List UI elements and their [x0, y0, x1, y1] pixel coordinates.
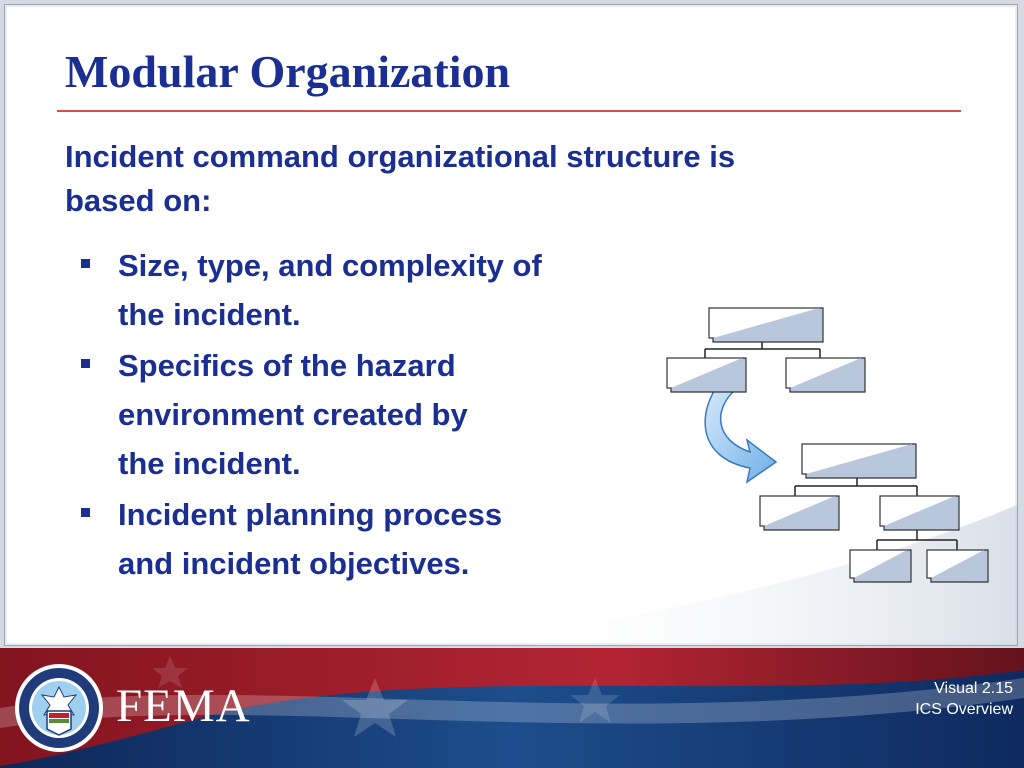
- curved-arrow-icon: [705, 378, 776, 482]
- bullet-list: [81, 241, 681, 590]
- bullet-line: the incident.: [118, 446, 301, 481]
- dhs-seal-icon: [14, 663, 104, 753]
- slide-title: Modular Organization: [65, 46, 511, 97]
- square-bullet-icon: [81, 359, 90, 368]
- bullet-line: and incident objectives.: [118, 546, 470, 581]
- org-chart-expansion-diagram: [655, 300, 995, 590]
- bullet-line: Specifics of the hazard: [118, 348, 456, 383]
- bullet-line: the incident.: [118, 297, 301, 332]
- square-bullet-icon: [81, 508, 90, 517]
- bullet-item: [81, 341, 681, 488]
- visual-number: Visual 2.15: [934, 680, 1013, 697]
- bullet-item: [81, 241, 681, 339]
- visual-identifier: [915, 678, 1013, 720]
- bullet-line: Incident planning process: [118, 497, 503, 532]
- bullet-line: environment created by: [118, 397, 468, 432]
- bullet-item: [81, 490, 681, 588]
- intro-line: Incident command organizational structure is: [65, 139, 736, 174]
- bullet-line: Size, type, and complexity of: [118, 248, 542, 283]
- title-divider: [57, 110, 961, 112]
- course-name: ICS Overview: [915, 701, 1013, 718]
- intro-text: [65, 135, 965, 223]
- square-bullet-icon: [81, 259, 90, 268]
- intro-line: based on:: [65, 183, 212, 218]
- fema-wordmark: FEMA: [116, 680, 251, 732]
